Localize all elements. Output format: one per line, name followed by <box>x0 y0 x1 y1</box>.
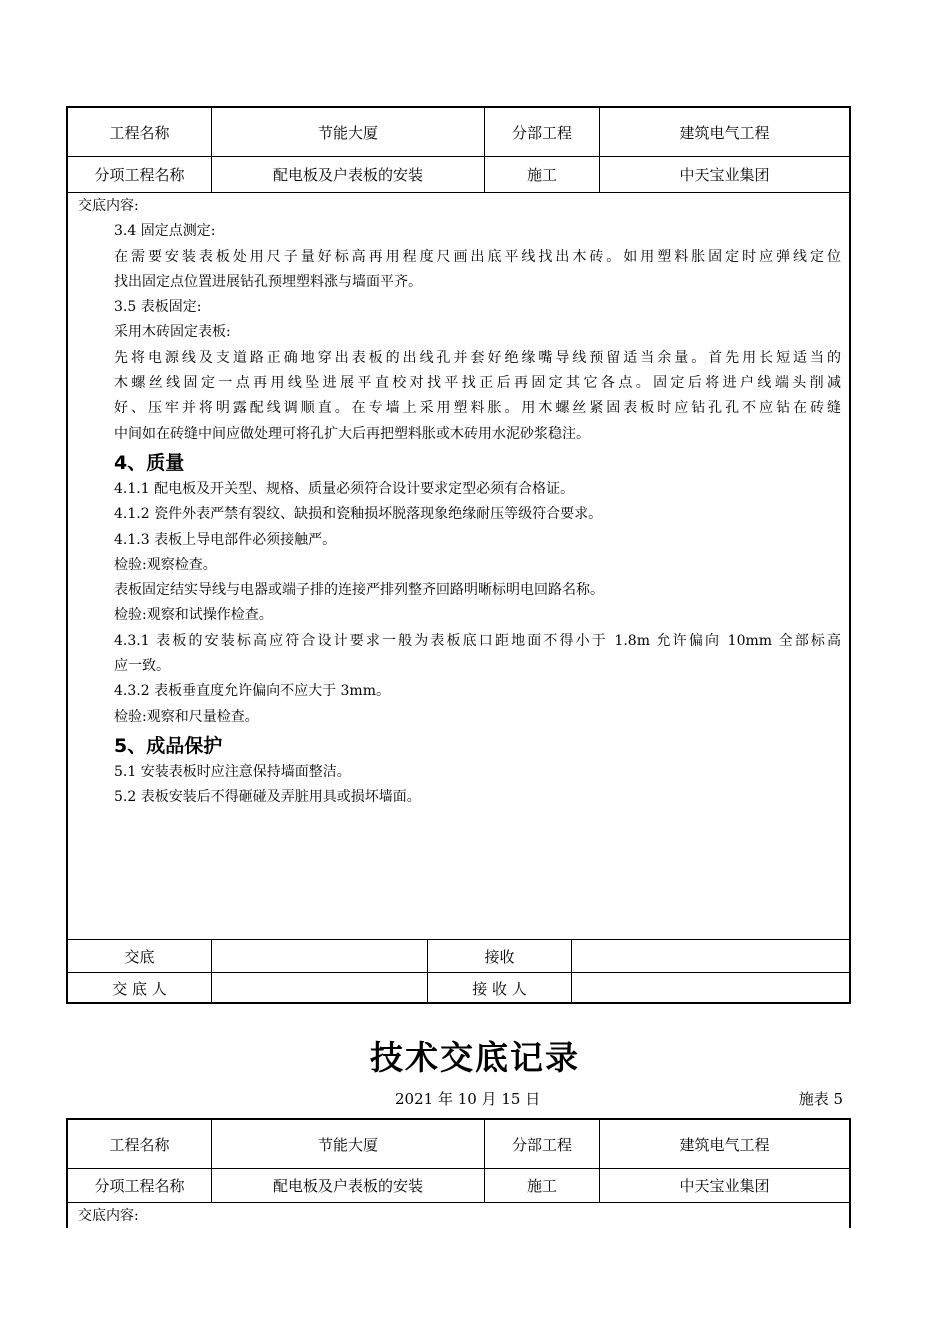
project-value: 节能大厦 <box>212 108 485 156</box>
footer-row-1 <box>68 940 849 973</box>
division-value: 建筑电气工程 <box>679 123 770 142</box>
division-value: 建筑电气工程 <box>679 1135 770 1154</box>
quality-4-3-2: 4.3.2 表板垂直度允许偏向不应大于 3mm。 <box>114 683 390 700</box>
protection-5-2: 5.2 表板安装后不得砸碰及弄脏用具或损坏墙面。 <box>114 789 421 806</box>
handover-content <box>68 194 849 811</box>
section-3-5-line-2: 木螺丝线固定一点再用线坠进展平直校对找平找正后再固定其它各点。固定后将进户线端头削减 <box>114 375 841 392</box>
section-3-5-subtitle: 采用木砖固定表板: <box>114 324 231 341</box>
section-3-5-line-1: 先将电源线及支道路正确地穿出表板的出线孔并套好绝缘嘴导线预留适当余量。首先用长短适当的 <box>114 349 841 366</box>
section-3-5-title: 3.5 表板固定: <box>114 299 202 316</box>
division-label: 分部工程 <box>485 108 600 156</box>
handover-person-value <box>212 973 428 1004</box>
content-label: 交底内容: <box>78 198 139 214</box>
protection-5-1: 5.1 安装表板时应注意保持墙面整洁。 <box>114 763 351 780</box>
construction-label: 施工 <box>485 157 600 192</box>
footer-row-2 <box>68 973 849 1004</box>
handover-value <box>212 940 428 972</box>
heading-quality: 4、质量 <box>114 451 185 474</box>
quality-4-1-3: 4.1.3 表板上导电部件必须接触严。 <box>114 531 337 548</box>
content-label: 交底内容: <box>78 1208 139 1224</box>
section-3-5-line-3: 好、压牢并将明露配线调顺直。在专墙上采用塑料胀。用木螺丝紧固表板时应钻孔孔不应钻在砖缝 <box>114 400 841 417</box>
subitem-label: 分项工程名称 <box>68 1169 212 1202</box>
construction-value: 中天宝业集团 <box>679 166 770 184</box>
subitem-value: 配电板及户表板的安装 <box>212 157 485 192</box>
handover-sheet-1 <box>66 106 851 1004</box>
quality-4-3-1-line-1: 4.3.1 表板的安装标高应符合设计要求一般为表板底口距地面不得小于 1.8m 允许偏向 10mm 全部标高 <box>114 632 841 649</box>
construction-value: 中天宝业集团 <box>679 1177 770 1195</box>
quality-4-1-1: 4.1.1 配电板及开关型、规格、质量必须符合设计要求定型必须有合格证。 <box>114 480 575 497</box>
header-row-subitem <box>68 157 849 193</box>
receiver-label: 接 收 人 <box>428 973 572 1004</box>
handover-person-label: 交 底 人 <box>68 973 212 1004</box>
check-3: 检验:观察和尺量检查。 <box>114 708 259 725</box>
quality-4-1-2: 4.1.2 瓷件外表严禁有裂纹、缺损和瓷釉损坏脱落现象绝缘耐压等级符合要求。 <box>114 506 603 523</box>
handover-content-2 <box>68 1204 849 1229</box>
division-label: 分部工程 <box>485 1120 600 1168</box>
section-3-4-line-1: 在需要安装表板处用尺子量好标高再用程度尺画出底平线找出木砖。如用塑料胀固定时应弹线定位 <box>114 248 841 265</box>
receiver-value <box>572 973 849 1004</box>
record-date: 2021 年 10 月 15 日 <box>395 1090 541 1108</box>
receive-label: 接收 <box>428 940 572 972</box>
section-3-5-line-4: 中间如在砖缝中间应做处理可将孔扩大后再把塑料胀或木砖用水泥砂浆稳注。 <box>114 425 590 442</box>
subitem-value: 配电板及户表板的安装 <box>212 1169 485 1202</box>
check-1: 检验:观察检查。 <box>114 556 217 573</box>
heading-protection: 5、成品保护 <box>114 734 223 757</box>
subitem-label: 分项工程名称 <box>68 157 212 192</box>
form-number: 施表 5 <box>798 1090 843 1108</box>
page-title: 技术交底记录 <box>370 1038 580 1077</box>
section-3-4-title: 3.4 固定点测定: <box>114 223 216 240</box>
fixing-text: 表板固定结实导线与电器或端子排的连接严排列整齐回路明晰标明电回路名称。 <box>114 582 604 599</box>
receive-value <box>572 940 849 972</box>
project-label: 工程名称 <box>68 1120 212 1168</box>
project-value: 节能大厦 <box>212 1120 485 1168</box>
header-row-project <box>68 108 849 157</box>
handover-sheet-2 <box>66 1118 851 1228</box>
quality-4-3-1-line-2: 应一致。 <box>114 658 170 675</box>
project-label: 工程名称 <box>68 108 212 156</box>
section-3-4-line-2: 找出固定点位置进展钻孔预埋塑料涨与墙面平齐。 <box>114 273 422 290</box>
construction-label: 施工 <box>485 1169 600 1202</box>
check-2: 检验:观察和试操作检查。 <box>114 607 273 624</box>
header-row-project-2 <box>68 1120 849 1169</box>
handover-label: 交底 <box>68 940 212 972</box>
header-row-subitem-2 <box>68 1169 849 1203</box>
